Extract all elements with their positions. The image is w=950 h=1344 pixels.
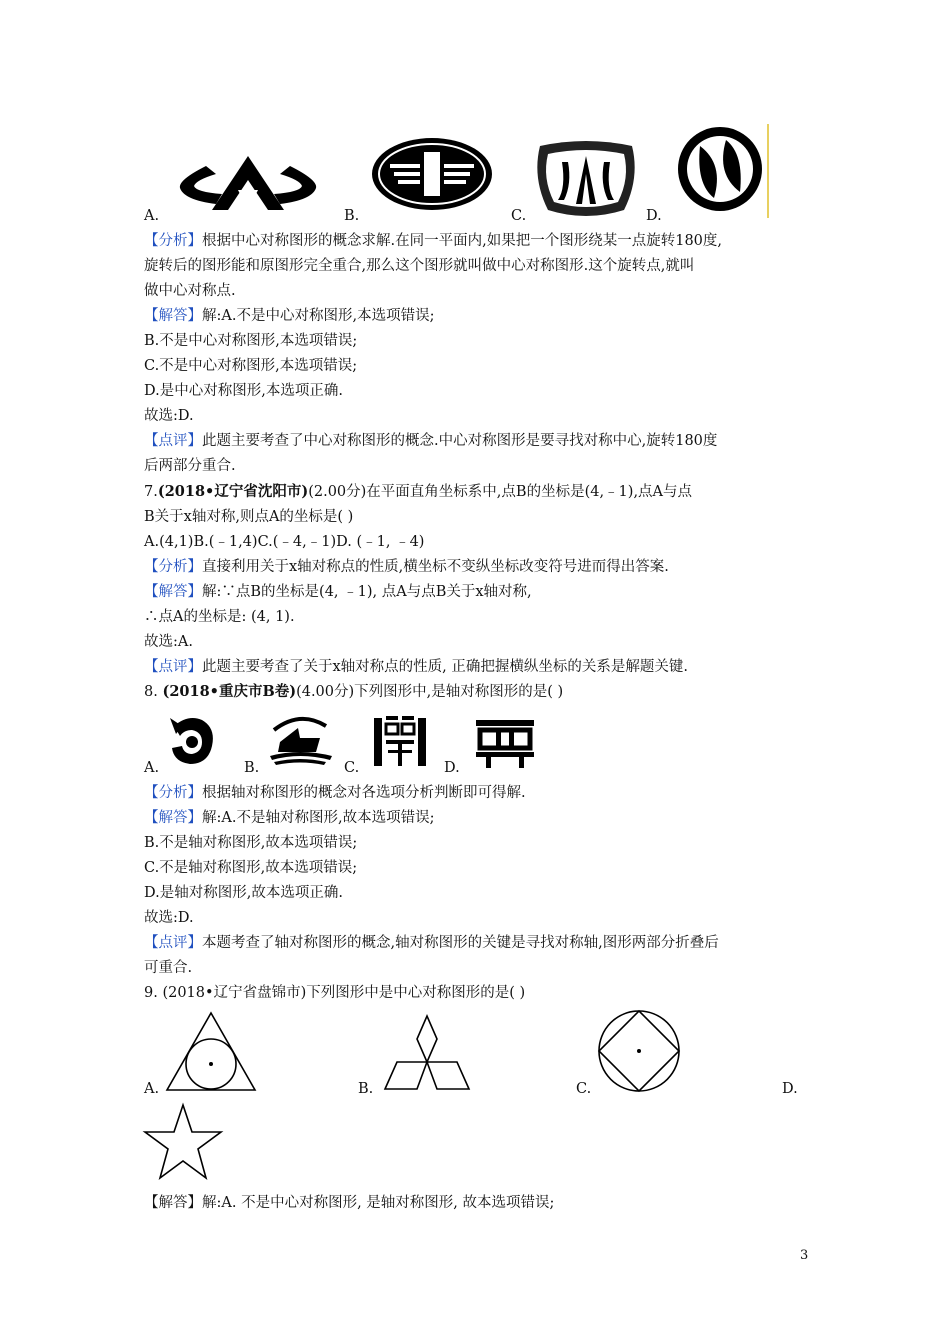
answer-tag: 【解答】 — [144, 1195, 202, 1211]
q9-stem-text: (2018•辽宁省盘锦市)下列图形中是中心对称图形的是( ) — [162, 985, 526, 1001]
q8-analysis-line — [144, 783, 526, 803]
answer-text: 解:A.不是轴对称图形,故本选项错误; — [202, 810, 435, 826]
q9-figure-a-triangle-circle — [164, 1010, 258, 1092]
answer-text: 解:∵点B的坐标是(4, ﹣1), 点A与点B关于x轴对称, — [202, 584, 532, 600]
q8-figure-b-ship — [264, 712, 336, 766]
answer-tag: 【解答】 — [144, 810, 202, 826]
q9-figure-c-circle-square — [596, 1008, 682, 1094]
q8-comment-line-2: 可重合. — [144, 960, 193, 976]
analysis-tag: 【分析】 — [144, 785, 202, 801]
answer-tag: 【解答】 — [144, 308, 202, 324]
q7-answer-line-1 — [144, 582, 532, 602]
analysis-text: 根据轴对称图形的概念对各选项分析判断即可得解. — [202, 785, 526, 801]
comment-text: 此题主要考查了关于x轴对称点的性质, 正确把握横纵坐标的关系是解题关键. — [202, 659, 689, 675]
q8-answer-line-5: 故选:D. — [144, 910, 194, 926]
q8-option-d-label: D. — [444, 760, 460, 776]
q8-answer-line-1 — [144, 808, 434, 828]
comment-text: 此题主要考查了中心对称图形的概念.中心对称图形是要寻找对称中心,旋转180度 — [202, 433, 718, 449]
answer-tag: 【解答】 — [144, 584, 202, 600]
q6-analysis-line-2: 旋转后的图形能和原图形完全重合,那么这个图形就叫做中心对称图形.这个旋转点,就叫 — [144, 258, 695, 274]
q8-answer-line-3: C.不是轴对称图形,故本选项错误; — [144, 860, 358, 876]
q8-option-c-label: C. — [344, 760, 360, 776]
q8-answer-line-2: B.不是轴对称图形,故本选项错误; — [144, 835, 358, 851]
comment-text: 本题考查了轴对称图形的概念,轴对称图形的关键是寻找对称轴,图形两部分折叠后 — [202, 935, 719, 951]
q7-answer-line-2: ∴点A的坐标是: (4, 1). — [144, 609, 295, 625]
image-edge-line — [767, 124, 769, 218]
q8-number: 8. — [144, 684, 158, 700]
q8-stem-text: (4.00分)下列图形中,是轴对称图形的是( ) — [296, 684, 564, 700]
page-number: 3 — [800, 1248, 809, 1263]
q7-stem-line-2: B关于x轴对称,则点A的坐标是( ) — [144, 509, 354, 525]
q9-answer-line — [144, 1193, 554, 1213]
q8-comment-line-1 — [144, 933, 719, 953]
q9-option-b-label: B. — [358, 1081, 374, 1097]
q6-option-d-label: D. — [646, 208, 662, 224]
logo-c-baic-figure — [532, 138, 640, 220]
logo-d-dongfeng-figure — [676, 124, 764, 214]
q8-option-b-label: B. — [244, 760, 260, 776]
logo-a-chery-figure — [176, 150, 320, 216]
q6-answer-line-1 — [144, 306, 434, 326]
q6-answer-line-4: D.是中心对称图形,本选项正确. — [144, 383, 343, 399]
q9-option-d-label: D. — [782, 1081, 798, 1097]
q6-answer-line-2: B.不是中心对称图形,本选项错误; — [144, 333, 358, 349]
comment-tag: 【点评】 — [144, 935, 202, 951]
logo-b-faw-figure — [370, 136, 494, 212]
q8-figure-c-character — [372, 714, 428, 768]
q9-option-c-label: C. — [576, 1081, 592, 1097]
q6-analysis-line-1 — [144, 231, 722, 251]
q7-choices: A.(4,1)B.(﹣1,4)C.(﹣4,﹣1)D. (﹣1, ﹣4) — [144, 534, 425, 550]
q7-number: 7. — [144, 484, 158, 500]
q8-source: (2018•重庆市B卷) — [162, 683, 297, 700]
q9-number: 9. — [144, 985, 158, 1001]
answer-text: 解:A. 不是中心对称图形, 是轴对称图形, 故本选项错误; — [202, 1195, 555, 1211]
q6-option-b-label: B. — [344, 208, 360, 224]
q6-answer-line-5: 故选:D. — [144, 408, 194, 424]
q9-stem-line — [144, 983, 525, 1003]
q6-answer-line-3: C.不是中心对称图形,本选项错误; — [144, 358, 358, 374]
q7-stem-line-1 — [144, 482, 692, 502]
q7-answer-line-3: 故选:A. — [144, 634, 193, 650]
q9-figure-d-star — [142, 1102, 224, 1182]
analysis-text: 根据中心对称图形的概念求解.在同一平面内,如果把一个图形绕某一点旋转180度, — [202, 233, 723, 249]
q8-option-a-label: A. — [144, 760, 160, 776]
q8-stem-line — [144, 682, 563, 702]
q7-source: (2018•辽宁省沈阳市) — [157, 483, 309, 500]
q6-option-a-label: A. — [144, 208, 160, 224]
comment-tag: 【点评】 — [144, 659, 202, 675]
q7-analysis-line — [144, 557, 669, 577]
comment-tag: 【点评】 — [144, 433, 202, 449]
q6-analysis-line-3: 做中心对称点. — [144, 283, 236, 299]
q8-figure-a-swirl — [168, 712, 220, 768]
answer-text: 解:A.不是中心对称图形,本选项错误; — [202, 308, 435, 324]
q6-comment-line-2: 后两部分重合. — [144, 458, 236, 474]
q7-comment-line — [144, 657, 688, 677]
q9-option-a-label: A. — [144, 1081, 160, 1097]
analysis-text: 直接利用关于x轴对称点的性质,横坐标不变纵坐标改变符号进而得出答案. — [202, 559, 669, 575]
q9-figure-b-three-rhombi — [380, 1012, 474, 1092]
q7-stem-text: (2.00分)在平面直角坐标系中,点B的坐标是(4,﹣1),点A与点 — [308, 484, 693, 500]
q8-answer-line-4: D.是轴对称图形,故本选项正确. — [144, 885, 343, 901]
q6-comment-line-1 — [144, 431, 717, 451]
analysis-tag: 【分析】 — [144, 233, 202, 249]
analysis-tag: 【分析】 — [144, 559, 202, 575]
q8-figure-d-symbol — [474, 718, 536, 768]
q6-option-c-label: C. — [511, 208, 527, 224]
